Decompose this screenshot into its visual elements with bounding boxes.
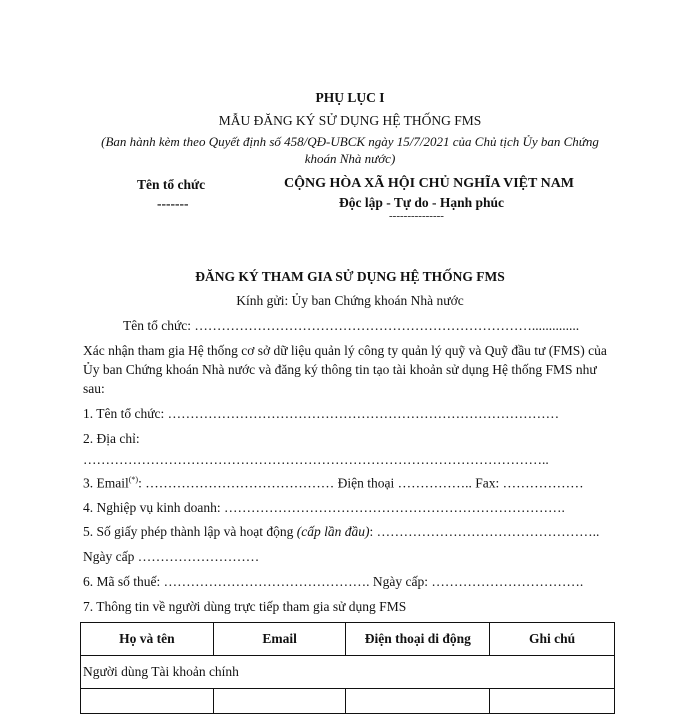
contact-rest: : …………………………………… Điện thoại …………….. Fax: ……………… bbox=[138, 475, 584, 491]
users-table bbox=[80, 622, 615, 714]
issued-note-line2: khoán Nhà nước) bbox=[304, 151, 396, 166]
table-cell bbox=[213, 689, 346, 714]
section-main-account: Người dùng Tài khoản chính bbox=[81, 656, 615, 689]
table-section-row bbox=[81, 656, 615, 689]
issued-note-line1: (Ban hành kèm theo Quyết định số 458/QĐ-UBCK ngày 15/7/2021 của Chủ tịch Ủy ban Chứng bbox=[101, 134, 599, 149]
form-title: MẪU ĐĂNG KÝ SỬ DỤNG HỆ THỐNG FMS bbox=[218, 113, 482, 128]
field-tax-code: 6. Mã số thuế: ………………………………………. Ngày cấp: ……………………………. bbox=[83, 574, 584, 589]
field-license-date: Ngày cấp ……………………… bbox=[83, 549, 260, 564]
org-label: Tên tổ chức bbox=[137, 177, 206, 192]
nation-motto: Độc lập - Tự do - Hạnh phúc bbox=[339, 195, 505, 210]
license-label: 5. Số giấy phép thành lập và hoạt động bbox=[83, 524, 297, 539]
col-header-email: Email bbox=[213, 623, 346, 656]
table-header-row bbox=[81, 623, 615, 656]
field-org-name: 1. Tên tổ chức: …………………………………………………………………………… bbox=[83, 406, 560, 421]
field-contact bbox=[83, 475, 584, 492]
registration-title: ĐĂNG KÝ THAM GIA SỬ DỤNG HỆ THỐNG FMS bbox=[195, 269, 505, 284]
license-dots: : ………………………………………….. bbox=[369, 524, 600, 539]
intro-line1: Xác nhận tham gia Hệ thống cơ sở dữ liệu quản lý công ty quản lý quỹ và Quỹ đầu tư (FMS) của bbox=[83, 343, 607, 358]
field-business: 4. Nghiệp vụ kinh doanh: …………………………………………………………………. bbox=[83, 500, 565, 515]
field-address: 2. Địa chỉ: bbox=[83, 431, 140, 446]
email-label: 3. Email bbox=[83, 475, 129, 491]
field-users-info: 7. Thông tin về người dùng trực tiếp tham gia sử dụng FMS bbox=[83, 599, 407, 614]
col-header-note: Ghi chú bbox=[490, 623, 615, 656]
org-dashes: ------- bbox=[157, 196, 189, 211]
table-row bbox=[81, 689, 615, 714]
table-cell bbox=[346, 689, 490, 714]
recipient-line: Kính gửi: Ủy ban Chứng khoán Nhà nước bbox=[236, 293, 464, 308]
org-name-line: Tên tổ chức: ………………………………………………………………….............. bbox=[123, 318, 580, 333]
nation-name: CỘNG HÒA XÃ HỘI CHỦ NGHĨA VIỆT NAM bbox=[284, 176, 575, 191]
required-mark: (*) bbox=[128, 475, 139, 484]
col-header-name: Họ và tên bbox=[81, 623, 214, 656]
table-cell bbox=[490, 689, 615, 714]
table-cell bbox=[81, 689, 214, 714]
nation-rule: --------------- bbox=[389, 210, 444, 222]
intro-line2: Ủy ban Chứng khoán Nhà nước và đăng ký thông tin tạo tài khoản sử dụng Hệ thống FMS như bbox=[83, 362, 597, 377]
field-license bbox=[83, 524, 599, 540]
col-header-phone: Điện thoại di động bbox=[346, 623, 490, 656]
field-address-dots: ………………………………………………………………………………………….. bbox=[83, 452, 549, 467]
appendix-title: PHỤ LỤC I bbox=[315, 90, 385, 105]
intro-line3: sau: bbox=[83, 381, 105, 396]
license-first-issue: (cấp lần đầu) bbox=[296, 524, 370, 539]
